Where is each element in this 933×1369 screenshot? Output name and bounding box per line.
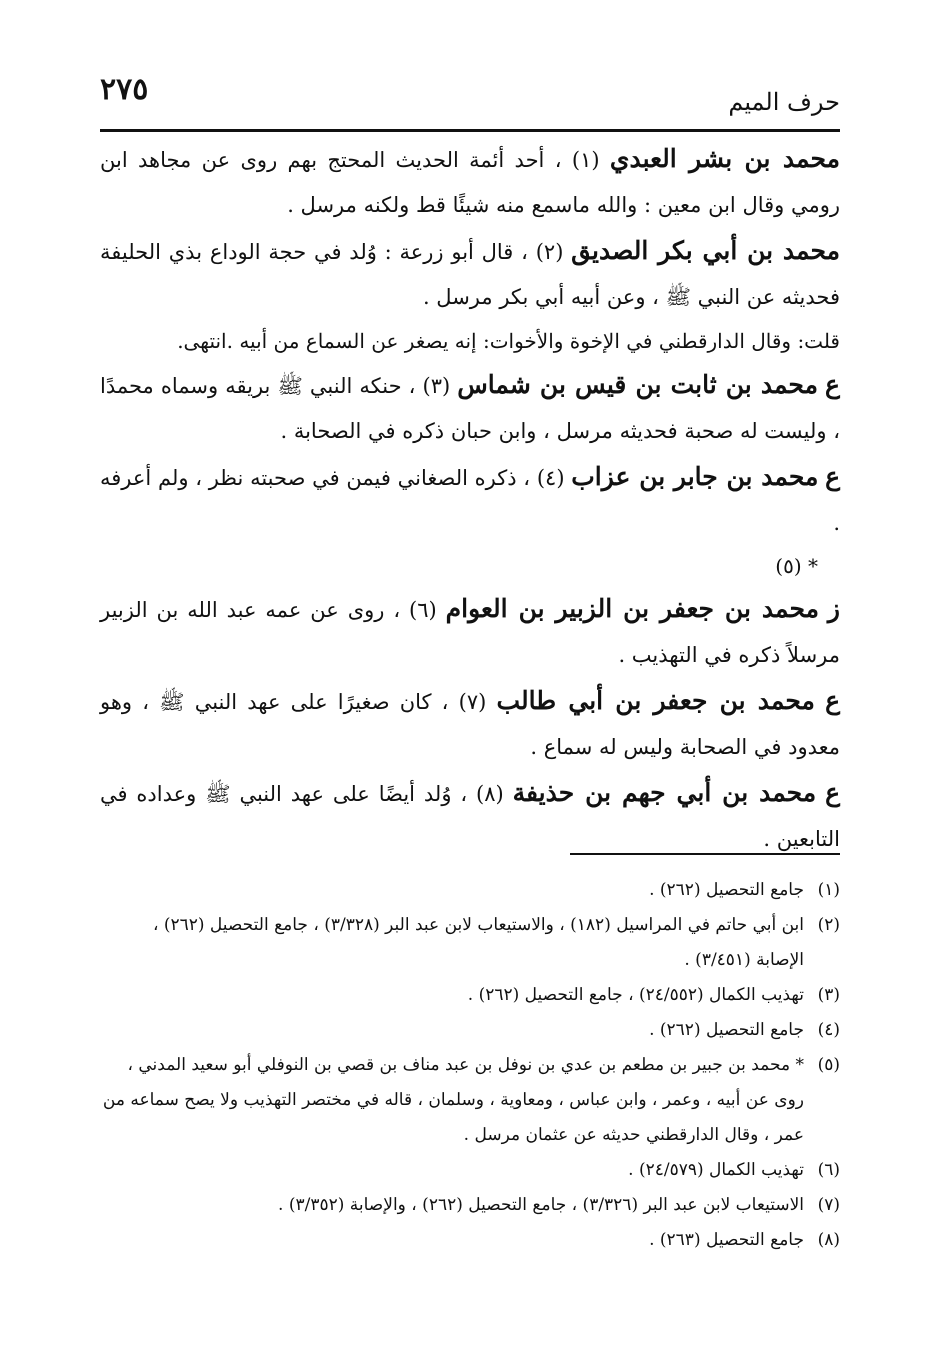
entry-text: ، أحد أئمة الحديث المحتج بهم روى عن مجاهد ابن رومي وقال ابن معين : والله ماسمع منه شيئًا قط ولكنه مرسل . bbox=[100, 148, 840, 217]
entry-name: محمد بن أبي جهم بن حذيفة bbox=[512, 778, 817, 807]
footnote-number: (٦) bbox=[817, 1160, 840, 1180]
footnote-text: جامع التحصيل (٢٦٢) . bbox=[649, 880, 804, 900]
entry-6 bbox=[100, 586, 840, 678]
entry-name: محمد بن ثابت بن قيس بن شماس bbox=[457, 370, 818, 399]
footnote-number: (٤) bbox=[817, 1020, 840, 1040]
footnote-ref: (٤) bbox=[536, 466, 565, 490]
footnote-2 bbox=[100, 908, 840, 978]
footnote-number: (١) bbox=[817, 880, 840, 900]
footnote-4 bbox=[100, 1013, 840, 1048]
footnote-text: تهذيب الكمال (٢٤/٥٥٢) ، جامع التحصيل (٢٦٢) . bbox=[467, 985, 804, 1005]
chapter-title: حرف الميم bbox=[728, 88, 840, 116]
header-rule bbox=[100, 129, 840, 132]
entry-name: محمد بن جعفر بن أبي طالب bbox=[496, 686, 815, 715]
footnote-number: (٨) bbox=[817, 1230, 840, 1250]
entry-4 bbox=[100, 454, 840, 546]
page-header bbox=[100, 60, 840, 122]
footnote-number: (٢) bbox=[817, 915, 840, 935]
footnote-ref: (٢) bbox=[535, 240, 564, 264]
entry-marker: ز bbox=[827, 594, 840, 623]
footnote-text: جامع التحصيل (٢٦٢) . bbox=[649, 1020, 804, 1040]
star-entry: * (٥) bbox=[775, 554, 818, 578]
entry-text: ، قال أبو زرعة : وُلد في حجة الوداع بذي الحليفة فحديثه عن النبي ﷺ ، وعن أبيه أبي بكر مرسل . bbox=[100, 240, 840, 309]
entry-text: ، ذكره الصغاني فيمن في صحبته نظر ، ولم أعرفه . bbox=[100, 466, 840, 535]
entry-marker: ع bbox=[825, 462, 840, 491]
entry-name: محمد بن بشر العبدي bbox=[609, 144, 840, 173]
entry-name: محمد بن جعفر بن الزبير بن العوام bbox=[445, 594, 819, 623]
entry-1 bbox=[100, 136, 840, 228]
footnote-ref: (٨) bbox=[476, 782, 504, 806]
main-text bbox=[100, 136, 840, 862]
entry-name: محمد بن أبي بكر الصديق bbox=[571, 236, 840, 265]
footnote-ref: (٣) bbox=[422, 374, 451, 398]
page-number: ٢٧٥ bbox=[100, 72, 149, 107]
footnote-6 bbox=[100, 1153, 840, 1188]
footnote-text: * محمد بن جبير بن مطعم بن عدي بن نوفل بن عبد مناف بن قصي بن النوفلي أبو سعيد المدني ، روى عن أبيه ، وعمر ، وابن عباس ، ومعاوية ، وسلمان ، قاله في مختصر التهذيب ولا يصح سماعه من عمر ، وقال الدارقطني حديثه عن عثمان مرسل . bbox=[102, 1055, 804, 1145]
entry-text: ، روى عن عمه عبد الله بن الزبير مرسلاً ذكره في التهذيب . bbox=[100, 598, 840, 667]
entry-3 bbox=[100, 362, 840, 454]
entry-7 bbox=[100, 678, 840, 770]
footnote-ref: (٦) bbox=[409, 598, 437, 622]
entry-text: ، وُلد أيضًا على عهد النبي ﷺ وعداده في التابعين . bbox=[100, 782, 840, 851]
entry-marker: ع bbox=[825, 370, 840, 399]
entry-2 bbox=[100, 228, 840, 320]
footnote-8 bbox=[100, 1223, 840, 1258]
footnote-text: ابن أبي حاتم في المراسيل (١٨٢) ، والاستيعاب لابن عبد البر (٣/٣٢٨) ، جامع التحصيل (٢٦٢) ، الإصابة (٣/٤٥١) . bbox=[152, 915, 804, 970]
footnote-number: (٧) bbox=[817, 1195, 840, 1215]
footnote-5 bbox=[100, 1048, 840, 1153]
footnote-rule bbox=[570, 853, 840, 855]
book-page bbox=[100, 60, 840, 1250]
footnote-ref: (١) bbox=[571, 148, 600, 172]
entry-8 bbox=[100, 770, 840, 862]
footnotes bbox=[100, 873, 840, 1258]
footnote-1 bbox=[100, 873, 840, 908]
footnote-number: (٥) bbox=[817, 1055, 840, 1075]
entry-marker: ع bbox=[825, 778, 840, 807]
footnote-3 bbox=[100, 978, 840, 1013]
footnote-ref: (٧) bbox=[458, 690, 487, 714]
note-line: قلت: وقال الدارقطني في الإخوة والأخوات: إنه يصغر عن السماع من أبيه .انتهى. bbox=[177, 329, 840, 353]
entry-marker: ع bbox=[825, 686, 840, 715]
footnote-text: تهذيب الكمال (٢٤/٥٧٩) . bbox=[628, 1160, 804, 1180]
footnote-text: جامع التحصيل (٢٦٣) . bbox=[649, 1230, 804, 1250]
entry-text: ، حنكه النبي ﷺ بريقه وسماه محمدًا ، وليست له صحبة فحديثه مرسل ، وابن حبان ذكره في الصحابة . bbox=[100, 374, 840, 443]
footnote-number: (٣) bbox=[817, 985, 840, 1005]
entry-name: محمد بن جابر بن عزاب bbox=[571, 462, 819, 491]
footnote-text: الاستيعاب لابن عبد البر (٣/٣٢٦) ، جامع التحصيل (٢٦٢) ، والإصابة (٣/٣٥٢) . bbox=[278, 1195, 804, 1215]
entry-text: ، كان صغيرًا على عهد النبي ﷺ ، وهو معدود في الصحابة وليس له سماع . bbox=[100, 690, 840, 759]
footnote-7 bbox=[100, 1188, 840, 1223]
